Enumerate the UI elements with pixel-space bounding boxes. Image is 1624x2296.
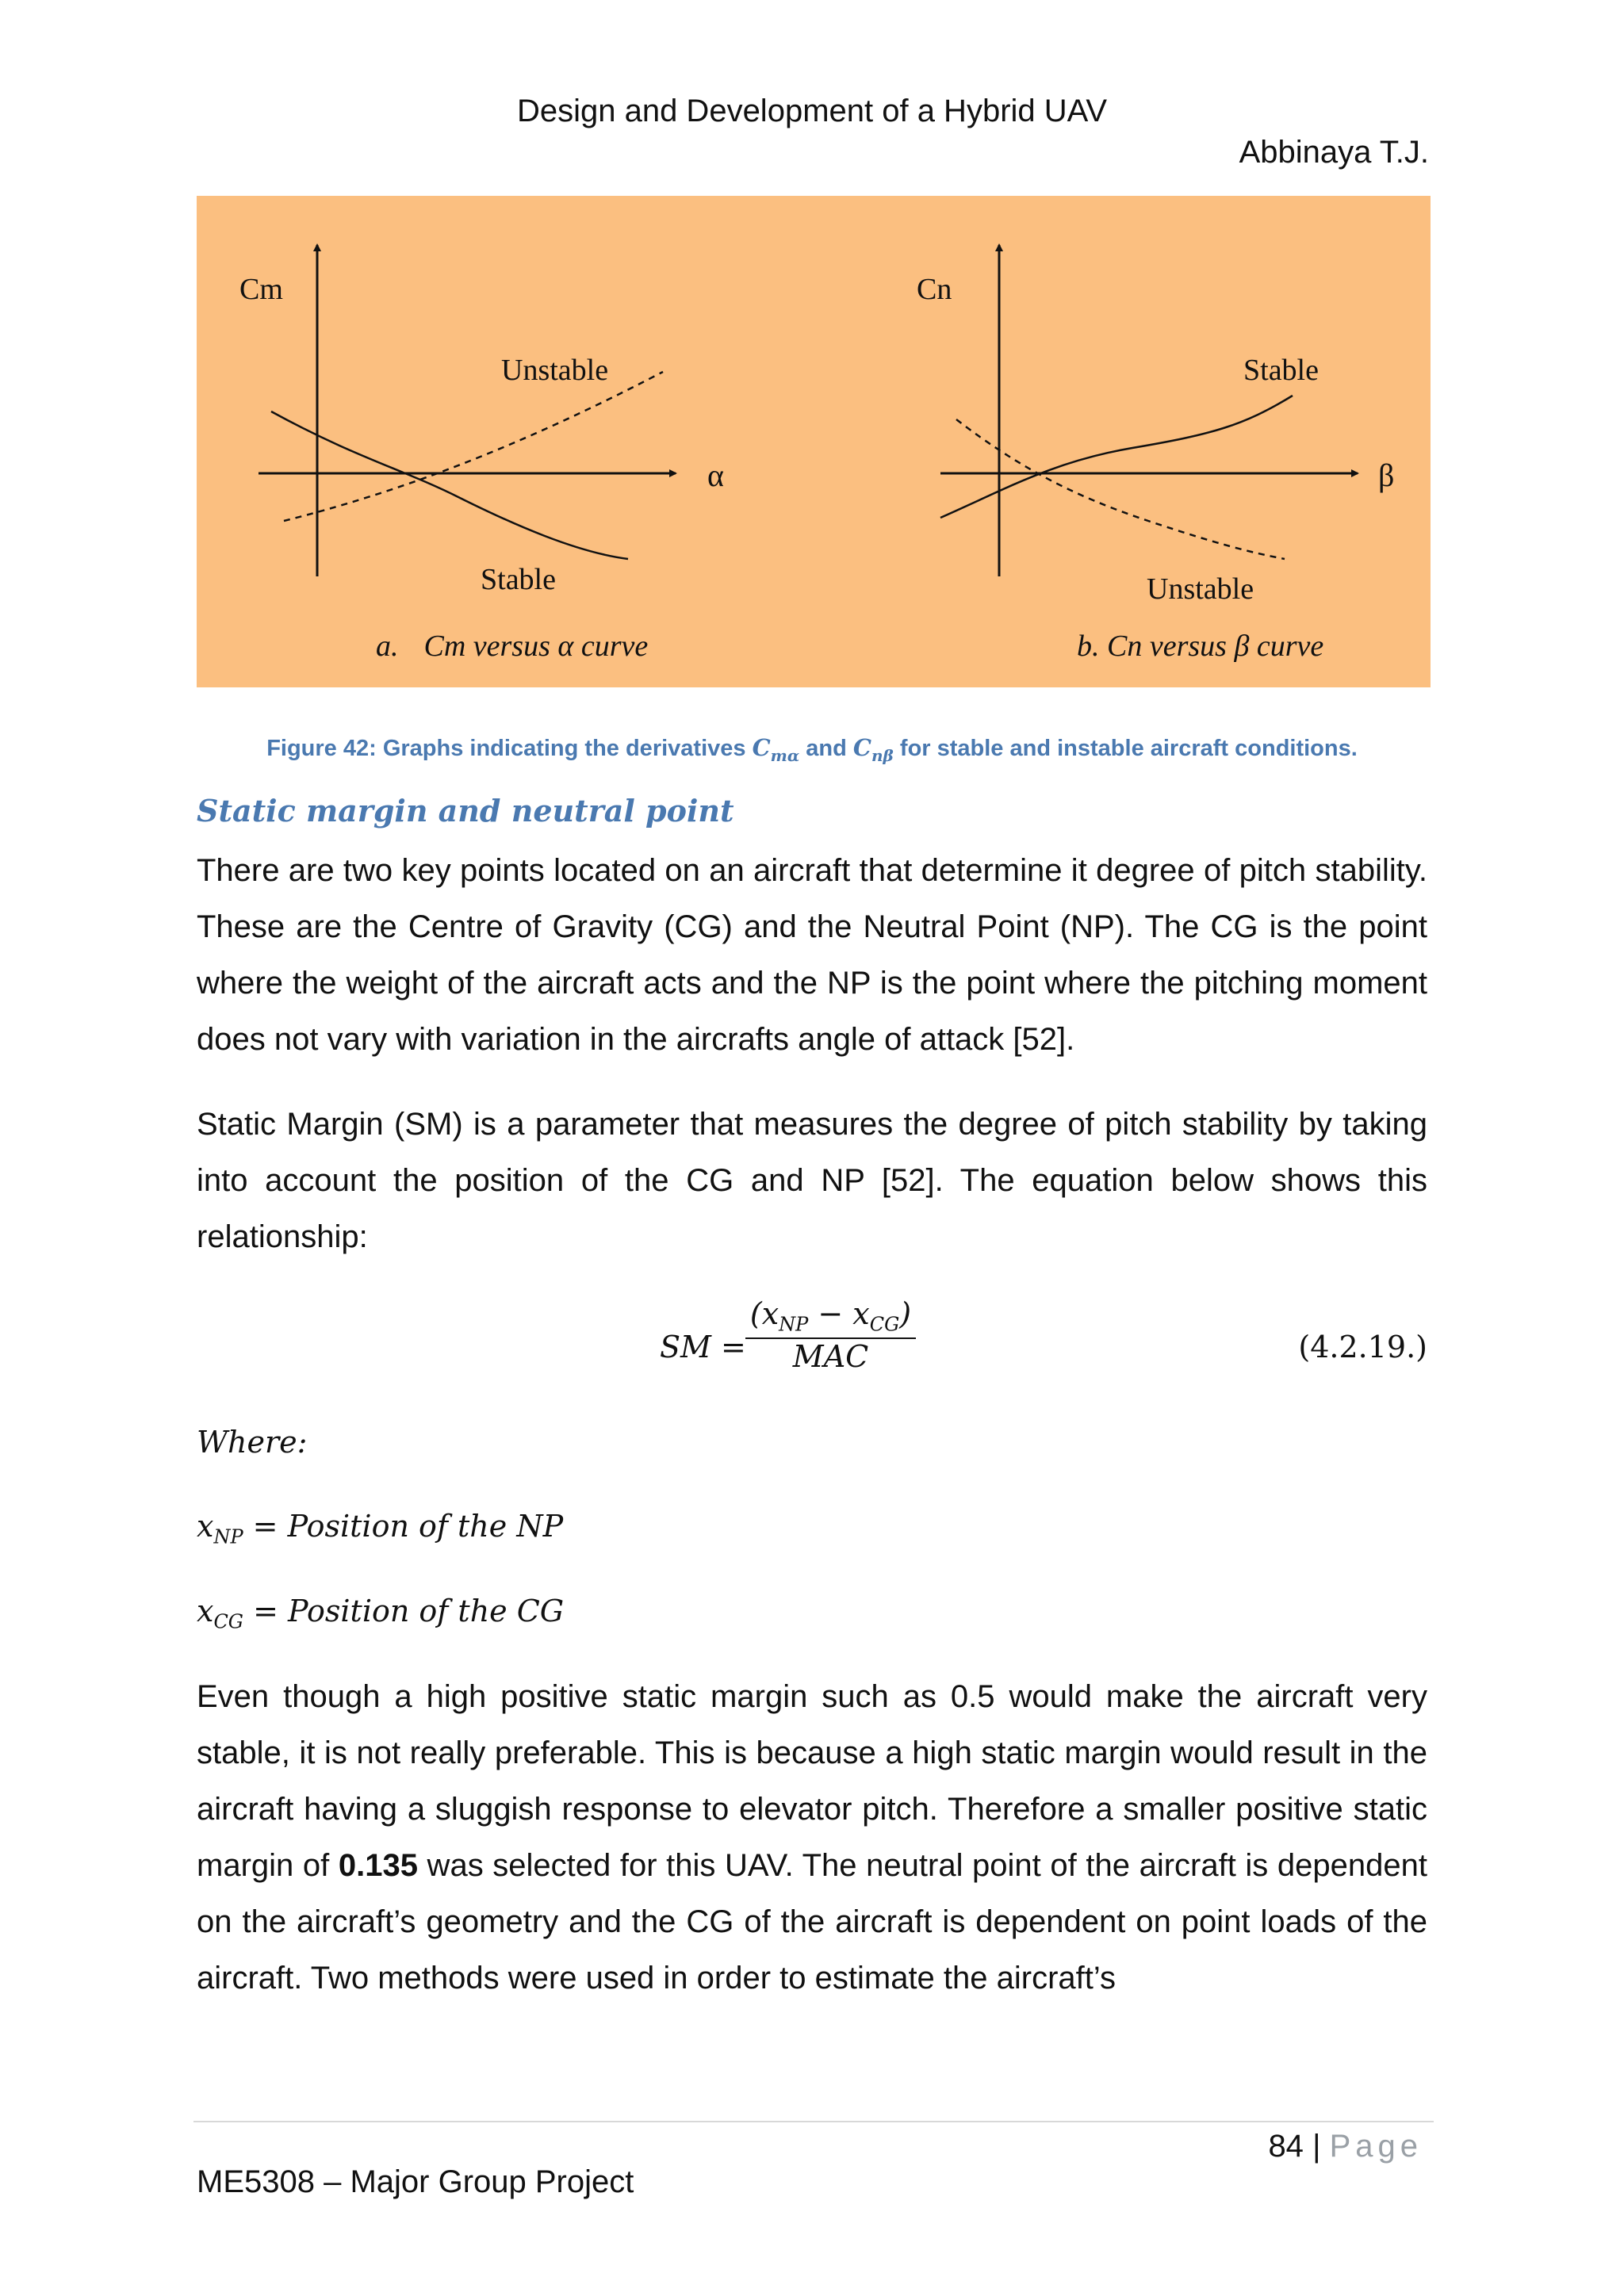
left-y-axis-label: Cm [239,273,283,306]
footer-divider [193,2121,1434,2122]
caption-suffix: for stable and instable aircraft conditions. [899,736,1358,761]
definition-x-cg: $x_{CG}$ = Position of the CG [197,1594,565,1633]
left-unstable-label: Unstable [501,354,609,387]
where-label: Where: [197,1425,308,1460]
stability-curves-figure [197,196,1431,687]
caption-and: and [806,736,847,761]
paragraph-key-points: There are two key points located on an aircraft that determine it degree of pitch stability. These are the Centre of Gravity (CG) and the Neutral Point (NP). The CG is the point where the weight of the aircraft acts and the NP is the point where the pitching moment does not vary with variation in the aircrafts angle of attack [52]. [197,853,1427,1057]
left-subcaption: a. Cm versus α curve [376,629,649,663]
figure-caption [0,734,1624,765]
left-x-axis-label: α [707,457,724,493]
equation-numerator: $(x_{NP} - x_{CG})$ [745,1296,916,1339]
left-stable-curve [271,411,628,559]
paragraph-static-margin: Static Margin (SM) is a parameter that measures the degree of pitch stability by taking into account the position of the CG and NP [52]. The equation below shows this relationship: [197,1107,1427,1254]
right-x-axis-label: β [1378,457,1395,493]
equation-fraction [745,1296,916,1374]
left-stable-label: Stable [481,563,556,596]
running-header-author: Abbinaya T.J. [1239,135,1429,170]
page-number: 84 | Page [1268,2129,1423,2164]
equation-denominator: MAC [792,1338,869,1374]
equation-number: (4.2.19.) [1298,1330,1427,1364]
static-margin-value: 0.135 [338,1848,418,1883]
footer-project-title: ME5308 – Major Group Project [197,2164,634,2199]
definition-x-np: $x_{NP}$ = Position of the NP [197,1509,564,1548]
static-margin-equation [0,1296,1624,1391]
caption-prefix: Figure 42: Graphs indicating the derivatives [266,736,746,761]
caption-symbol-cm-alpha: $C_{m\alpha}$ [752,734,800,765]
paragraph-selected-margin: Even though a high positive static margin such as 0.5 would make the aircraft very stable, it is not really preferable. This is because a high static margin would result in the aircraft having a sluggish response to elevator pitch. Therefore a smaller positive static margin of 0.135 was selected for this UAV. The neutral point of the aircraft is dependent on the aircraft’s geometry and the CG of the aircraft is dependent on point loads of the aircraft. Two methods were used in order to estimate the aircraft’s [197,1679,1427,1996]
right-subcaption: b. Cn versus β curve [1077,629,1324,663]
running-header-title: Design and Development of a Hybrid UAV [516,94,1108,128]
right-unstable-label: Unstable [1147,572,1254,606]
right-y-axis-label: Cn [917,273,952,306]
equation-lhs: SM = [660,1330,746,1364]
caption-symbol-cn-beta: $C_{n\beta}$ [852,734,894,765]
right-stable-label: Stable [1243,354,1319,387]
section-heading: Static margin and neutral point [197,793,734,828]
right-stable-curve [940,396,1293,518]
figure-42-panel [197,196,1431,687]
